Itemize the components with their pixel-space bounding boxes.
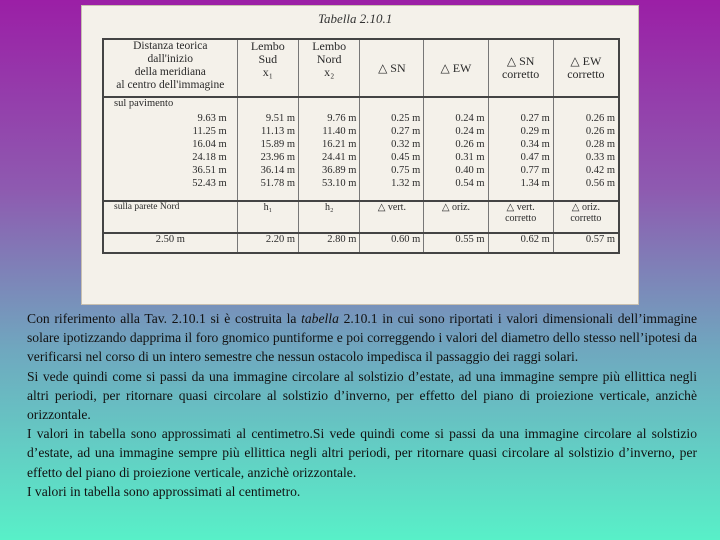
value: 24.18 m	[192, 152, 227, 163]
value: 2.20 m	[237, 233, 298, 253]
header-line: Nord	[316, 52, 342, 66]
paragraph: Si vede quindi come si passi da una immagine circolare al solstizio d’estate, ad una immagine sempre più ellittica negli altri periodi, per ritornare quasi circolare al solstizio d’inverno, per effetto del piano di proiezione verticale, anzichè orizzontale.	[27, 368, 697, 423]
header-cell	[103, 39, 237, 97]
value: 0.34 m	[520, 139, 550, 150]
value: 0.57 m	[553, 233, 619, 253]
value: 0.56 m	[585, 178, 615, 189]
value: 0.54 m	[455, 178, 485, 189]
paragraph: I valori in tabella sono approssimati al centimetro.Si vede quindi come si passi da una immagine circolare al solstizio d’estate, ad una immagine sempre più ellittica negli altri periodi, per ritornare quasi circolare al solstizio d’inverno, per effetto del piano di proiezione verticale, anzichè orizzontale.	[27, 426, 697, 480]
header-line: Distanza teorica	[133, 40, 208, 52]
values-column	[103, 112, 237, 190]
values-column	[360, 112, 424, 190]
value: 36.89 m	[321, 165, 357, 176]
value: 0.27 m	[520, 113, 550, 124]
header-line: dall'inizio	[147, 53, 194, 65]
value: 9.76 m	[327, 113, 357, 124]
scanned-table-image	[82, 6, 638, 304]
value: 11.25 m	[192, 126, 227, 137]
wall-line: △ oriz.	[571, 202, 600, 213]
value: 9.63 m	[197, 113, 227, 124]
value: 0.27 m	[391, 126, 421, 137]
table-title: Tabella 2.10.1	[318, 11, 393, 26]
value: 15.89 m	[260, 139, 295, 150]
section-row	[103, 97, 619, 112]
value: 0.24 m	[455, 126, 485, 137]
value: 0.40 m	[455, 165, 485, 176]
value: 0.26 m	[455, 139, 485, 150]
wall-cell	[488, 201, 553, 233]
wall-cell	[360, 201, 424, 233]
header-cell	[360, 39, 424, 97]
header-line: △ SN	[506, 54, 535, 68]
value: 52.43 m	[192, 178, 227, 189]
value: 23.96 m	[260, 152, 295, 163]
wall-line: h₂	[324, 202, 334, 213]
value: 0.55 m	[424, 233, 488, 253]
values-column	[237, 112, 298, 190]
value: 1.34 m	[520, 178, 550, 189]
value: 0.26 m	[585, 126, 615, 137]
wall-cell	[103, 201, 237, 233]
values-column	[553, 112, 619, 190]
header-line: Lembo	[250, 39, 285, 53]
values-column	[299, 112, 360, 190]
values-row	[103, 112, 619, 190]
body-text	[27, 309, 697, 501]
value: 0.26 m	[585, 113, 615, 124]
wall-cell	[299, 201, 360, 233]
value: 0.29 m	[520, 126, 550, 137]
text-run: 2.10.1 in cui sono riportati i valori dimensionali dell’immagine solare ipotizzando dapprima il foro gnomico puntiforme e poi correggendo i valori del diametro dello stesso nell’ipotesi da verificarsi nel corso di un intero semestre che nessun ostacolo impedisca il passaggio dei raggi solari.	[27, 311, 698, 365]
value: 53.10 m	[321, 178, 357, 189]
paragraph: I valori in tabella sono approssimati al centimetro.	[27, 483, 301, 499]
value: 2.50 m	[103, 233, 237, 253]
wall-values-row	[103, 233, 619, 253]
value: 0.33 m	[585, 152, 615, 163]
header-cell	[299, 39, 360, 97]
data-table	[102, 38, 620, 254]
header-cell	[553, 39, 619, 97]
value: 9.51 m	[265, 113, 295, 124]
values-column	[424, 112, 488, 190]
header-line: Lembo	[312, 39, 347, 53]
value: 36.14 m	[260, 165, 295, 176]
value: 0.42 m	[585, 165, 615, 176]
wall-cell	[237, 201, 298, 233]
value: 0.31 m	[455, 152, 485, 163]
text-run: Con riferimento alla Tav. 2.10.1 si è costruita la	[27, 311, 302, 326]
value: 0.47 m	[520, 152, 550, 163]
header-line: al centro dell'immagine	[116, 79, 225, 91]
wall-header-row	[103, 201, 619, 233]
header-cell	[237, 39, 298, 97]
value: 1.32 m	[391, 178, 421, 189]
value: 0.32 m	[391, 139, 421, 150]
value: 11.40 m	[322, 126, 357, 137]
value: 0.25 m	[391, 113, 421, 124]
header-line: della meridiana	[134, 66, 206, 78]
header-line: △ EW	[440, 60, 472, 75]
value: 0.77 m	[520, 165, 550, 176]
header-line: x₁	[262, 65, 273, 79]
value: 0.28 m	[585, 139, 615, 150]
wall-line: △ vert.	[506, 202, 535, 213]
header-line: △ SN	[378, 60, 406, 75]
values-column	[488, 112, 553, 190]
value: 0.45 m	[391, 152, 421, 163]
value: 0.60 m	[360, 233, 424, 253]
wall-line: corretto	[570, 213, 602, 224]
header-line: Sud	[258, 52, 278, 66]
wall-line: corretto	[505, 213, 537, 224]
wall-line: h₁	[263, 202, 273, 213]
value: 24.41 m	[321, 152, 357, 163]
wall-line: △ oriz.	[441, 202, 471, 213]
value: 16.04 m	[192, 139, 227, 150]
value: 36.51 m	[192, 165, 227, 176]
paragraph	[27, 309, 697, 367]
value: 0.62 m	[488, 233, 553, 253]
wall-cell	[553, 201, 619, 233]
value: 11.13 m	[260, 126, 295, 137]
value: 51.78 m	[260, 178, 295, 189]
header-cell	[424, 39, 488, 97]
wall-line: sulla parete Nord	[114, 202, 180, 212]
value: 2.80 m	[299, 233, 360, 253]
header-line: △ EW	[570, 54, 602, 68]
wall-cell	[424, 201, 488, 233]
header-cell	[488, 39, 553, 97]
header-line: corretto	[567, 67, 605, 81]
value: 16.21 m	[321, 139, 357, 150]
header-line: x₂	[324, 65, 335, 79]
section-label: sul pavimento	[114, 98, 174, 109]
italic-word: tabella	[301, 311, 339, 326]
value: 0.75 m	[391, 165, 421, 176]
header-line: corretto	[501, 67, 540, 81]
header-row	[103, 39, 619, 97]
wall-line: △ vert.	[377, 202, 406, 213]
value: 0.24 m	[455, 113, 485, 124]
